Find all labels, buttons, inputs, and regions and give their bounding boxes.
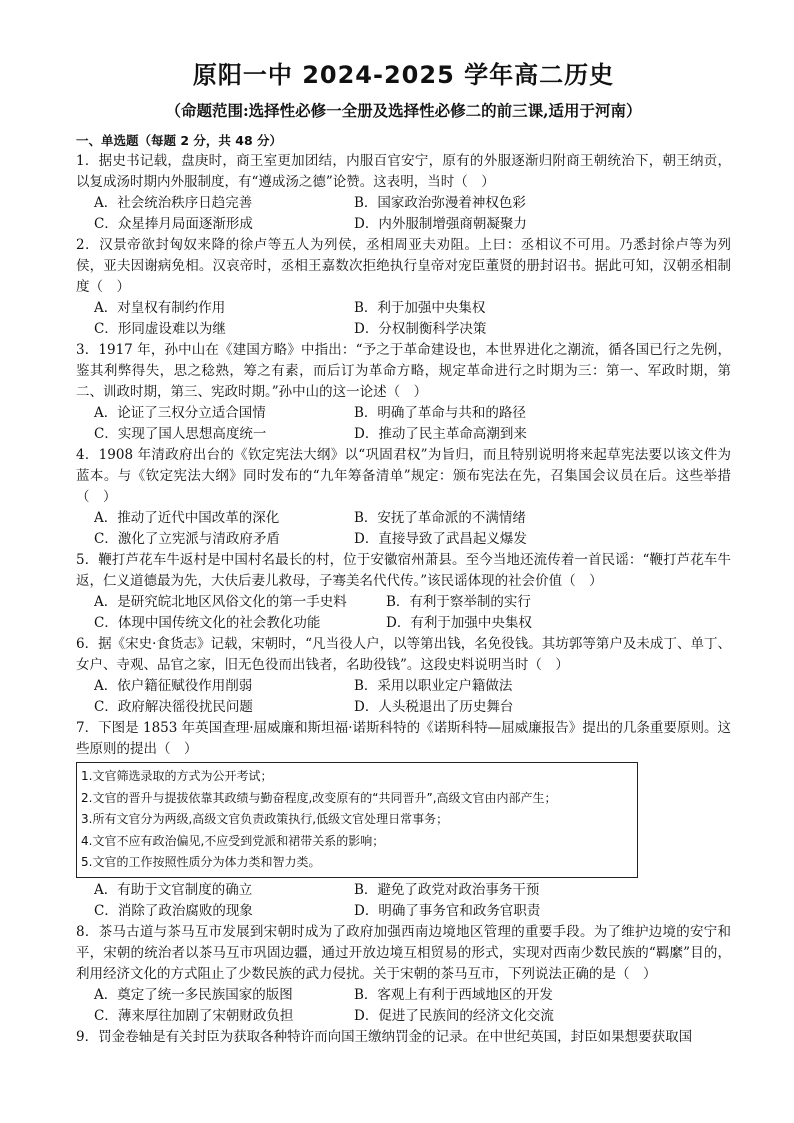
option-a: A．论证了三权分立适合国情: [94, 405, 266, 421]
option-b: B．国家政治弥漫着神权色彩: [354, 195, 526, 211]
options: [94, 985, 731, 1027]
question-2: [76, 235, 731, 340]
option-a: A．社会统治秩序日趋完善: [94, 195, 253, 211]
question-stem: 7．下图是 1853 年英国查理·屈威廉和斯坦福·诺斯科特的《诺斯科特—屈威廉报告》提出的几条重要原则。这些原则的提出（ ）: [76, 720, 731, 757]
option-d: D．明确了事务官和政务官职责: [354, 902, 541, 919]
option-d: D．有利于加强中央集权: [386, 615, 532, 631]
option-a: A．奠定了统一多民族国家的版图: [94, 986, 293, 1003]
principle-item: 1.文官筛选录取的方式为公开考试；: [81, 769, 273, 783]
option-d: D．分权制衡科学决策: [354, 321, 487, 337]
option-a: A．是研究皖北地区风俗文化的第一手史料: [94, 594, 347, 610]
question-stem: 2．汉景帝欲封匈奴来降的徐卢等五人为列侯，丞相周亚夫劝阻。上曰：丞相议不可用。乃悉封徐卢等为列侯，亚夫因谢病免相。汉哀帝时，丞相王嘉数次拒绝执行皇帝对宠臣董贤的册封诏书。据此可知，汉朝丞相制度（ ）: [76, 237, 731, 295]
section-heading: 一、单选题（每题 2 分，共 48 分）: [76, 133, 283, 148]
option-c: C．消除了政治腐败的现象: [94, 902, 253, 919]
option-c: C．政府解决徭役扰民问题: [94, 699, 253, 715]
question-stem: 9．罚金卷轴是有关封臣为获取各种特许而向国王缴纳罚金的记录。在中世纪英国，封臣如果想要获取国: [76, 1028, 693, 1045]
question-8: [76, 922, 731, 1027]
principle-item: 2.文官的晋升与提拔依靠其政绩与勤奋程度,改变原有的“共同晋升”,高级文官由内部产生；: [81, 790, 557, 805]
question-stem: 5．鞭打芦花车牛返村是中国村名最长的村，位于安徽宿州萧县。至今当地还流传着一首民谣：“鞭打芦花车牛返，仁义道德最为先，大伕后妻儿救母，子骞美名代代传。”该民谣体现的社会价值（ ）: [76, 552, 731, 589]
option-a: A．推动了近代中国改革的深化: [94, 510, 280, 526]
question-stem: 1．据史书记载，盘庚时，商王室更加团结，内服百官安宁，原有的外服逐渐归附商王朝统治下，朝王纳贡，以复成汤时期内外服制度，有“遵成汤之德”论赞。这表明，当时（ ）: [76, 153, 731, 190]
question-stem: 4．1908 年清政府出台的《钦定宪法大纲》以“巩固君权”为旨归，而且特别说明将来起草宪法要以该文件为蓝本。与《钦定宪法大纲》同时发布的“九年筹备清单”规定：颁布宪法在先，召集国会议员在后。这些举措（ ）: [76, 447, 731, 505]
option-b: B．客观上有利于西域地区的开发: [354, 986, 553, 1003]
option-d: D．直接导致了武昌起义爆发: [354, 531, 527, 547]
question-6: [76, 634, 731, 718]
options: [94, 676, 731, 718]
question-3: [76, 340, 731, 445]
option-b: B．利于加强中央集权: [354, 300, 486, 316]
question-stem: 6．据《宋史·食货志》记载，宋朝时，“凡当役人户，以等第出钱，名免役钱。其坊郭等第户及未成丁、单丁、女户、寺观、品官之家，旧无色役而出钱者，名助役钱”。这段史料说明当时（ ）: [76, 636, 731, 673]
options: [94, 880, 731, 922]
option-b: B．采用以职业定户籍做法: [354, 678, 513, 694]
options: [94, 592, 731, 634]
option-c: C．体现中国传统文化的社会教化功能: [94, 615, 321, 631]
option-c: C．薄来厚往加剧了宋朝财政负担: [94, 1007, 294, 1024]
principle-item: 4.文官不应有政治偏见,不应受到党派和裙带关系的影响；: [81, 833, 385, 848]
exam-page: [76, 58, 731, 1048]
option-b: B．明确了革命与共和的路径: [354, 405, 526, 421]
options: [94, 298, 731, 340]
option-d: D．内外服制增强商朝凝聚力: [354, 216, 527, 232]
question-1: [76, 151, 731, 235]
page-title: 原阳一中 2024-2025 学年高二历史: [192, 61, 615, 89]
option-a: A．对皇权有制约作用: [94, 300, 226, 316]
options: [94, 508, 731, 550]
option-c: C．众星捧月局面逐渐形成: [94, 216, 253, 232]
principles-box: [76, 762, 638, 878]
options: [94, 403, 731, 445]
options: [94, 193, 731, 235]
option-a: A．有助于文官制度的确立: [94, 881, 253, 898]
option-c: C．激化了立宪派与清政府矛盾: [94, 531, 280, 547]
option-b: B．有利于察举制的实行: [386, 594, 531, 610]
option-b: B．安抚了革命派的不满情绪: [354, 510, 526, 526]
question-5: [76, 550, 731, 634]
option-a: A．依户籍征赋役作用削弱: [94, 678, 253, 694]
option-d: D．促进了民族间的经济文化交流: [354, 1007, 554, 1024]
question-stem: 8．茶马古道与茶马互市发展到宋朝时成为了政府加强西南边境地区管理的重要手段。为了维护边境的安宁和平，宋朝的统治者以茶马互市巩固边疆，通过开放边境互相贸易的形式，实现对西南少数民族的“羁縻”目的，利用经济文化的方式阻止了少数民族的武力侵扰。关于宋朝的茶马互市，下列说法正确的是（ ）: [76, 923, 731, 982]
principle-item: 5.文官的工作按照性质分为体力类和智力类。: [81, 855, 321, 869]
option-d: D．人头税退出了历史舞台: [354, 699, 514, 715]
question-stem: 3．1917 年，孙中山在《建国方略》中指出：“予之于革命建设也，本世界进化之潮流，循各国已行之先例，鉴其利弊得失，思之稔熟，筹之有素，而后订为革命方略，规定革命进行之时期为三：第一、军政时期，第二、训政时期，第三、宪政时期。”孙中山的这一论述（ ）: [76, 342, 731, 400]
question-7: [76, 718, 731, 922]
option-b: B．避免了政党对政治事务干预: [354, 881, 540, 898]
question-9: [76, 1027, 731, 1048]
option-d: D．推动了民主革命高潮到来: [354, 426, 527, 442]
question-4: [76, 445, 731, 550]
option-c: C．形同虚设难以为继: [94, 321, 226, 337]
option-c: C．实现了国人思想高度统一: [94, 426, 267, 442]
principle-item: 3.所有文官分为两级,高级文官负责政策执行,低级文官处理日常事务；: [81, 812, 449, 826]
page-subtitle: （命题范围:选择性必修一全册及选择性必修二的前三课,适用于河南）: [165, 101, 642, 120]
